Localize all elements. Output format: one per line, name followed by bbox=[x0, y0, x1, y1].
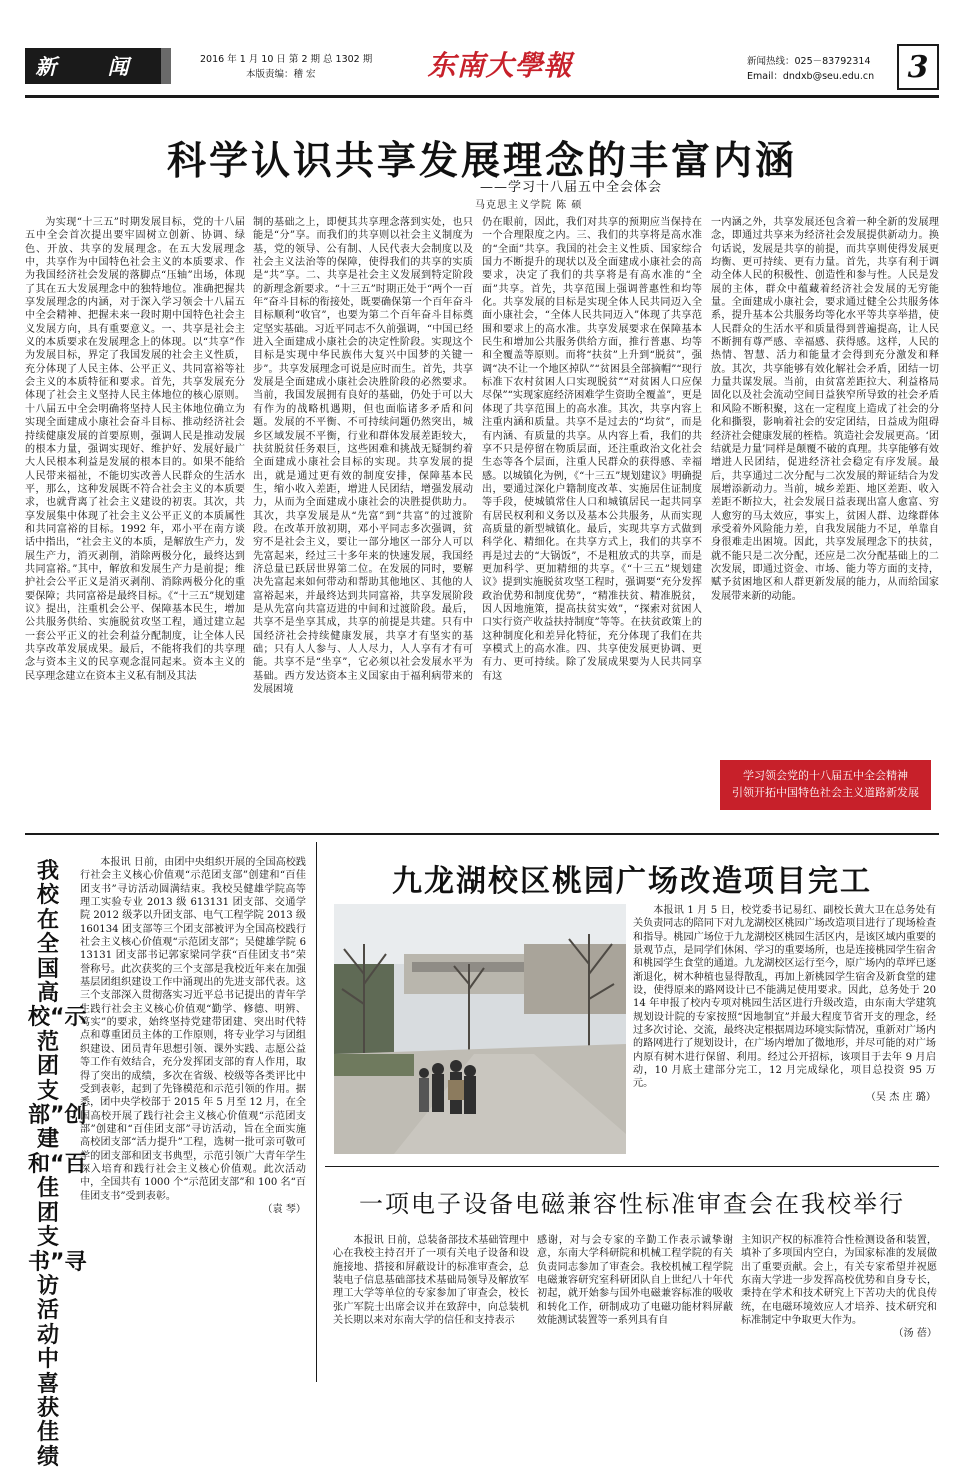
promo-banner bbox=[720, 760, 931, 810]
newspaper-masthead: 东南大學報 bbox=[427, 49, 573, 82]
editor-credit: 本版责编：稽 宏 bbox=[246, 69, 316, 80]
left-article-body bbox=[80, 856, 306, 1384]
news-photo bbox=[334, 904, 626, 1154]
photo-article-title: 九龙湖校区桃园广场改造项目完工 bbox=[392, 864, 872, 899]
issue-info bbox=[200, 52, 372, 82]
section-badge: 新 闻 bbox=[25, 48, 171, 84]
main-article-title: 科学认识共享发展理念的丰富内涵 bbox=[166, 139, 797, 184]
page-header bbox=[25, 44, 939, 98]
column-text: 为实现“十三五”时期发展目标，党的十八届五中全会首次提出要牢固树立创新、协调、绿色、开放、共享的发展理念。在五大发展理念中，共享作为中国特色社会主义的本质要求、作为我国经济社会发展的落脚点“压轴”出场，体现了其在五大发展理念中的独特地位。准确把握共享发展理念的内涵，对于深入学习领会十八届五中全会精神、把握未来一段时期中国特色社会主义发展方向，具有重要意义。一、共享是社会主义的本质要求在发展理念上的体现。以“共享”作为发展目标，界定了我国发展的社会主义性质，充分体现了人民主体、公平正义、共同富裕等社会主义的本质特征和要求。首先，共享发展充分体现了社会主义坚持人民主体地位的核心原则。十八届五中全会明确将坚持人民主体地位确立为实现全面建成小康社会奋斗目标、推动经济社会持续健康发展的首要原则，强调人民是推动发展的根本力量，强调实现好、维护好、发展好最广大人民根本利益是发展的根本目的。如果不能给人民带来福祉，不能切实改善人民群众的生活水平，那么，这种发展既不符合社会主义的本质要求，也就背离了社会主义建设的初衷。其次，共享发展集中体现了社会主义公平正义的本质属性和共同富裕的目标。1992 年，邓小平在南方谈话中指出，“社会主义的本质，是解放生产力，发展生产力，消灭剥削，消除两极分化，最终达到共同富裕。”其中，解放和发展生产力是前提；维护社会公平正义是消灭剥削、消除两极分化的重要保障；共同富裕是最终目标。《“十三五”规划建议》提出，注重机会公平、保障基本民生，增加公共服务供给、实施脱贫攻坚工程，通过建立起一套公平正义的社会利益分配制度，让全体人民共享改革发展成果。最后，不能将我们的共享理念与资本主义的民享观念混同起来。资本主义的民享理念建立在资本主义私有制及其法 bbox=[25, 217, 245, 682]
emc-article-column-1 bbox=[333, 1234, 529, 1384]
main-article-column-3 bbox=[482, 216, 702, 813]
article-signature: （袁 琴） bbox=[262, 1203, 306, 1215]
column-divider bbox=[316, 842, 317, 1382]
left-article-title: 我校在全国高校“示范团支部”创建和“百佳团支书”寻访活动中喜获佳绩 bbox=[28, 859, 87, 1470]
article-signature: （汤 蓓） bbox=[893, 1328, 937, 1340]
email: Email：dndxb@seu.edu.cn bbox=[747, 71, 875, 82]
column-text: 仍在眼前，因此，我们对共享的预期应当保持在一个合理限度之内。三、我们的共享将是高水准的“全面”共享。我国的社会主义性质、国家综合国力不断提升的现状以及全面建成小康社会的高要求，决定了我们的共享将是有高水准的“全面”共享。首先，共享范围上强调普惠性和均等化。共享发展的目标是实现全体人民共同迈入全面小康社会，“全体人民共同迈入”体现了共享范围和要求上的高水准。共享发展要求在保障基本民生和增加公共服务供给方面，推行普惠、均等和全覆盖等原则。而将“扶贫”上升到“脱贫”，强调“决不让一个地区掉队”“贫困县全部摘帽”“现行标准下农村贫困人口实现脱贫”“对贫困人口应保尽保”“实现家庭经济困难学生资助全覆盖”，更是体现了共享范围上的高水准。其次，共享内容上注重内涵和质量。共享不是过去的“均贫”，而是有内涵、有质量的共享。从内容上看，我们的共享不只是停留在物质层面，还注重政治文化社会生态等各个层面，注重人民群众的获得感、幸福感。以城镇化为例，《“十三五”规划建议》明确提出，要通过深化户籍制度改革、实施居住证制度等手段，使城镇常住人口和城镇居民一起共同享有居民权利和义务以及基本公共服务，从而实现高质量的新型城镇化。最后，实现共享方式做到科学化、精细化。在共享方式上，我们的共享不再是过去的“大锅饭”，不是粗放式的共享，而是更加科学、更加精细的共享。《“十三五”规划建议》提到实施脱贫攻坚工程时，强调要“充分发挥政治优势和制度优势”，“精准扶贫、精准脱贫，因人因地施策，提高扶贫实效”，“探索对贫困人口实行资产收益扶持制度”等等。在扶贫政策上的这种制度化和差异化特征，充分体现了我们在共享模式上的高水准。四、共享使发展更协调、更有力、更可持续。除了发展成果要为人民共同享有这 bbox=[482, 217, 702, 682]
main-article-column-2 bbox=[253, 216, 473, 813]
hotline: 新闻热线：025－83792314 bbox=[747, 56, 871, 67]
promo-line: 学习领会党的十八届五中全会精神 bbox=[743, 769, 908, 782]
article-divider bbox=[325, 1166, 939, 1167]
emc-article-column-3 bbox=[741, 1234, 937, 1384]
main-article-subtitle: ——学习十八届五中全会体会 bbox=[480, 180, 663, 195]
article-text: 感谢，对与会专家的辛勤工作表示诚挚谢意，东南大学科研院和机械工程学院的有关负责同志参加了审查会。我校机械工程学院电磁兼容研究室科研团队自上世纪八十年代初起，就开始参与国外电磁兼容标准的吸收和转化工作，研制成功了电磁功能材料屏蔽效能测试装置等一系列具有自 bbox=[537, 1235, 733, 1327]
article-text: 本报讯 日前，由团中央组织开展的全国高校践行社会主义核心价值观“示范团支部”创建和“百佳团支书”寻访活动圆满结束。我校吴健雄学院高等理工实验专业 2013 级 613131 团支部、交通学院 2012 级茅以升团支部、电气工程学院 2013 级 160134 团支部等三个团支部被评为全国高校践行社会主义核心价值观“示范团支部”；吴健雄学院 613131 团支部书记郭家梁同学获“百佳团支书”荣誉称号。此次获奖的三个支部是我校近年来在加强基层团组织建设工作中涌现出的先进支部代表。这三个支部深入贯彻落实习近平总书记提出的青年学生践行社会主义核心价值观“勤学、修德、明辨、笃实”的要求，始终坚持党建带团建、突出时代特点和尊重团员主体的工作原则，将专业学习与团组织建设、团员青年思想引领、课外实践、志愿公益等工作有效结合，充分发挥团支部的育人作用，取得了突出的成绩，多次在省级、校级等各类评比中受到表彰，起到了先锋模范和示范引领的作用。据悉，团中央学校部于 2015 年 5 月至 12 月，在全国高校开展了践行社会主义核心价值观“示范团支部”创建和“百佳团支部”寻访活动，旨在全面实施高校团支部“活力提升”工程，选树一批可亲可敬可学的团支部和团支书典型，示范引领广大青年学生深入培育和践行社会主义核心价值观。此次活动中，全国共有 1000 个“示范团支部”和 100 名“百佳团支书”受到表彰。 bbox=[80, 857, 306, 1202]
main-article-author: 马克思主义学院 陈 硕 bbox=[475, 200, 583, 211]
article-text: 主知识产权的标准符合性检测设备和装置，填补了多项国内空白，为国家标准的发展做出了重要贡献。会上，有关专家希望并祝愿东南大学进一步发挥高校优势和自身专长，秉持在学术和技术研究上下苦功夫的优良传统，在电磁环境效应人才培养、技术研究和标准制定中争取更大作为。 bbox=[741, 1235, 937, 1327]
photo-article-body bbox=[633, 904, 936, 1158]
emc-article-column-2 bbox=[537, 1234, 733, 1384]
section-divider bbox=[25, 833, 939, 835]
emc-article-title: 一项电子设备电磁兼容性标准审查会在我校举行 bbox=[359, 1190, 905, 1218]
promo-line: 引领开拓中国特色社会主义道路新发展 bbox=[732, 786, 919, 799]
column-text: 制的基础之上，即便其共享理念落到实处，也只能是“分”享。而我们的共享则以社会主义制度为基，党的领导、公有制、人民代表大会制度以及社会主义法治等的保障，使得我们的共享的实质是“共”享。二、共享是社会主义发展到特定阶段的新理念新要求。“十三五”时期正处于“两个一百年”奋斗目标的衔接处，既要确保第一个百年奋斗目标顺利“收官”，也要为第二个百年奋斗目标奠定坚实基础。习近平同志不久前强调，“中国已经进入全面建成小康社会的决定性阶段。实现这个目标是实现中华民族伟大复兴中国梦的关键一步”。共享发展理念可说是应时而生。首先，共享发展是全面建成小康社会决胜阶段的必然要求。当前，我国发展拥有良好的基础，仍处于可以大有作为的战略机遇期，但也面临诸多矛盾和问题。发展的不平衡、不可持续问题仍然突出，城乡区域发展不平衡，行业和群体发展差距较大，扶贫脱贫任务艰巨，这些困难和挑战无疑制约着全面建成小康社会目标的实现。共享发展的提出，就是通过更有效的制度安排，保障基本民生，缩小收入差距，增进人民团结，增强发展动力，从而为全面建成小康社会的决胜提供助力。其次，共享发展是从“先富”到“共富”的过渡阶段。在改革开放初期，邓小平同志多次强调，贫穷不是社会主义，要让一部分地区一部分人可以先富起来，经过三十多年来的快速发展，我国经济总量已跃居世界第二位。在发展的同时，要解决先富起来如何带动和帮助其他地区、其他的人富裕起来，并最终达到共同富裕，共享发展阶段是从先富向共富迈进的中间和过渡阶段。最后，共享不是坐享其成，共享的前提是共建。只有中国经济社会持续健康发展，共享才有坚实的基础；只有人人参与、人人尽力，人人享有才有可能。共享不是“坐享”，它必须以社会发展水平为基础。西方发达资本主义国家由于福利病带来的发展困境 bbox=[253, 217, 473, 696]
date-issue: 2016 年 1 月 10 日 第 2 期 总 1302 期 bbox=[200, 54, 373, 65]
article-signature: （吴 杰 庄 璐） bbox=[865, 1091, 936, 1103]
header-rule bbox=[25, 95, 939, 98]
article-text: 本报讯 日前，总装备部技术基础管理中心在我校主持召开了一项有关电子设备和设施接地、搭接和屏蔽设计的标准审查会，总装电子信息基础部技术基础局领导及解放军理工大学等单位的专家参加了审查会，校长张广军院士出席会议并在致辞中，向总装机关长期以来对东南大学的信任和支持表示 bbox=[333, 1235, 529, 1327]
contact-info bbox=[747, 54, 874, 84]
campus-plaza-photo bbox=[334, 904, 626, 1154]
page-number: 3 bbox=[897, 44, 939, 90]
main-article-column-1 bbox=[25, 216, 245, 813]
article-text: 本报讯 1 月 5 日，校党委书记易红、副校长黄大卫在总务处有关负责同志的陪同下对九龙湖校区桃园广场改造项目进行了现场检查和指导。桃园广场位于九龙湖校区桃园生活区内，是该区域内重要的景观节点，是同学们休闲、学习的重要场所，也是连接桃园学生宿舍和桃园学生食堂的通道。九龙湖校区运行至今，原广场内的草坪已逐渐退化，树木种植也显得散乱，再加上新桃园学生宿舍及新食堂的建设，使得原来的路网设计已不能满足使用要求。因此，总务处于 2014 年申报了校内专项对桃园生活区进行升级改造，由东南大学建筑规划设计院的专家按照“因地制宜”并最大程度节省开支的理念，经过多次讨论、交流，最终决定根据周边环境实际情况，重新对广场内的路网进行了规划设计，在广场内增加了微地形，并尽可能的对广场内原有树木进行保留、利用。经过公开招标，该项目于去年 9 月启动，10 月底土建部分完工，12 月完成绿化，项目总投资 95 万元。 bbox=[633, 905, 936, 1090]
main-article-column-4 bbox=[711, 216, 939, 736]
column-text: 一内涵之外，共享发展还包含着一种全新的发展理念，即通过共享来为经济社会发展提供新动力。换句话说，发展是共享的前提，而共享则使得发展更均衡、更可持续、更有力量。首先，共享有利于调动全体人民的积极性、创造性和参与性。人民是发展的主体，群众中蕴藏着经济社会发展的无穷能量。全面建成小康社会，要求通过健全公共服务体系，提升基本公共服务均等化水平等共享举措，使人民群众的生活水平和质量得到普遍提高，让人民不断拥有尊严感、幸福感、获得感。这样，人民的热情、智慧、活力和能量才会得到充分激发和释放。其次，共享能够有效化解社会矛盾，团结一切力量共谋发展。当前，由贫富差距拉大、利益格局固化以及社会流动空间日益狭窄所导致的社会矛盾和风险不断积聚，这在一定程度上造成了社会的分化和撕裂，影响着社会的安定团结，日益成为阻碍经济社会健康发展的桎梏。筑造社会发展更高。‘团结就是力量’同样是颠覆不破的真理。共享能够有效增进人民团结，促进经济社会稳定有序发展。最后，共享通过二次分配与二次发展的辩证结合为发展增添新动力。当前，城乡差距、地区差距、收入差距不断拉大，社会发展日益表现出富人愈富、穷人愈穷的马太效应，事实上，贫困人群、边缘群体承受着外风险能力差，自我发展能力不足，单靠自身很难走出困境。因此，共享发展理念下的扶贫，就不能只是二次分配，还应是二次分配基础上的二次发展，即通过资金、市场、能力等方面的支持，赋予贫困地区和人群更新发展的能力，从而给国家发展带来新的动能。 bbox=[711, 217, 939, 602]
